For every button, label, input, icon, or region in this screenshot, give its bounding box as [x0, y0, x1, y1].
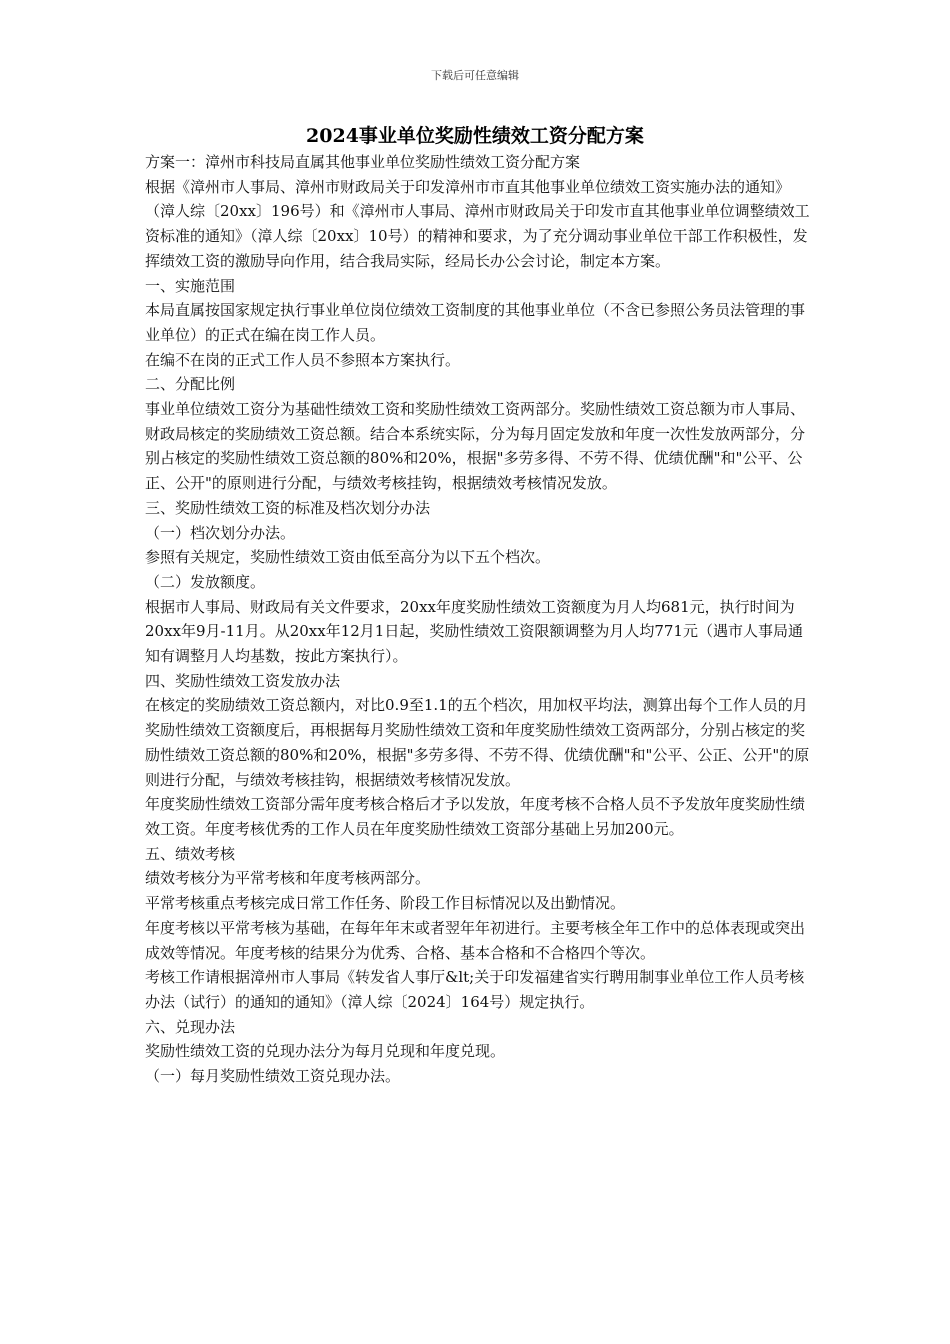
assessment-paragraph-2: 平常考核重点考核完成日常工作任务、阶段工作目标情况以及出勤情况。 [145, 894, 626, 913]
document-body [145, 150, 810, 1089]
redemption-paragraph: 奖励性绩效工资的兑现办法分为每月兑现和年度兑现。 [145, 1042, 506, 1061]
subheading-amount: （二）发放额度。 [145, 572, 266, 591]
section-heading-payment: 四、奖励性绩效工资发放办法 [145, 671, 341, 690]
scope-exclusion-paragraph: 在编不在岗的正式工作人员不参照本方案执行。 [145, 350, 461, 369]
payment-paragraph: 在核定的奖励绩效工资总额内，对比0.9至1.1的五个档次，用加权平均法，测算出每个工作人员的月奖励性绩效工资额度后，再根据每月奖励性绩效工资和年度奖励性绩效工资两部分，分别占核定的奖励性绩效工资总额的80%和20%，根据"多劳多得、不劳不得、优绩优酬"和"公平、公正、公开"的原则进行分配，与绩效考核挂钩，根据绩效考核情况发放。 [145, 696, 810, 789]
section-heading-redemption: 六、兑现办法 [145, 1017, 236, 1036]
grade-division-paragraph: 参照有关规定，奖励性绩效工资由低至高分为以下五个档次。 [145, 548, 551, 567]
amount-paragraph: 根据市人事局、财政局有关文件要求，20xx年度奖励性绩效工资额度为月人均681元，执行时间为20xx年9月-11月。从20xx年12月1日起，奖励性绩效工资限额调整为月人均771元（遇市人事局通知有调整月人均基数，按此方案执行）。 [145, 597, 803, 666]
subheading-grade-division: （一）档次划分办法。 [145, 523, 296, 542]
section-heading-standards: 三、奖励性绩效工资的标准及档次划分办法 [145, 498, 431, 517]
annual-payment-paragraph: 年度奖励性绩效工资部分需年度考核合格后才予以发放，年度考核不合格人员不予发放年度奖励性绩效工资。年度考核优秀的工作人员在年度奖励性绩效工资部分基础上另加200元。 [145, 795, 806, 838]
scope-paragraph: 本局直属按国家规定执行事业单位岗位绩效工资制度的其他事业单位（不含已参照公务员法管理的事业单位）的正式在编在岗工作人员。 [145, 301, 806, 344]
scheme-heading: 方案一：漳州市科技局直属其他事业单位奖励性绩效工资分配方案 [145, 153, 581, 171]
ratio-paragraph: 事业单位绩效工资分为基础性绩效工资和奖励性绩效工资两部分。奖励性绩效工资总额为市人事局、财政局核定的奖励绩效工资总额。结合本系统实际，分为每月固定发放和年度一次性发放两部分，分别占核定的奖励性绩效工资总额的80%和20%，根据"多劳多得、不劳不得、优绩优酬"和"公平、公正、公开"的原则进行分配，与绩效考核挂钩，根据绩效考核情况发放。 [145, 400, 806, 493]
document-title: 2024事业单位奖励性绩效工资分配方案 [306, 125, 644, 147]
assessment-paragraph-1: 绩效考核分为平常考核和年度考核两部分。 [145, 869, 431, 888]
header-note: 下载后可任意编辑 [431, 69, 519, 82]
assessment-paragraph-4: 考核工作请根据漳州市人事局《转发省人事厅&lt;关于印发福建省实行聘用制事业单位工作人员考核办法（试行）的通知的通知》（漳人综〔2024〕164号）规定执行。 [145, 968, 805, 1011]
section-heading-scope: 一、实施范围 [145, 276, 236, 295]
section-heading-ratio: 二、分配比例 [145, 375, 236, 394]
section-heading-assessment: 五、绩效考核 [145, 844, 236, 863]
intro-paragraph: 根据《漳州市人事局、漳州市财政局关于印发漳州市市直其他事业单位绩效工资实施办法的通知》（漳人综〔20xx〕196号）和《漳州市人事局、漳州市财政局关于印发市直其他事业单位调整绩效工资标准的通知》（漳人综〔20xx〕10号）的精神和要求，为了充分调动事业单位干部工作积极性，发挥绩效工资的激励导向作用，结合我局实际，经局长办公会讨论，制定本方案。 [145, 177, 810, 270]
assessment-paragraph-3: 年度考核以平常考核为基础，在每年年末或者翌年年初进行。主要考核全年工作中的总体表现或突出成效等情况。年度考核的结果分为优秀、合格、基本合格和不合格四个等次。 [145, 918, 806, 962]
subheading-monthly-redemption: （一）每月奖励性绩效工资兑现办法。 [145, 1067, 401, 1086]
